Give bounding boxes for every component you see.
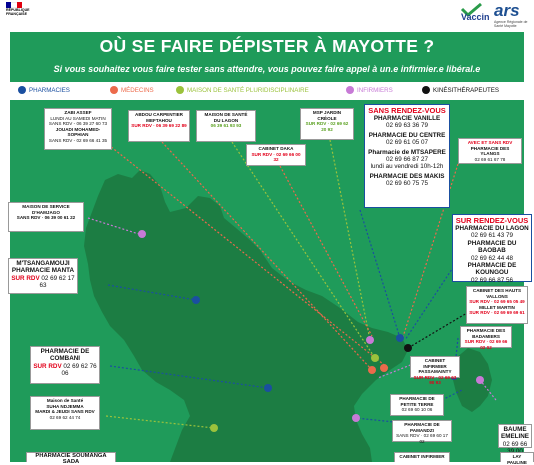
box-line: SANS RDV · 02 69 60 17 02 <box>396 433 448 444</box>
pharmacy-phone: 02 69 61 05 07 <box>385 139 429 147</box>
kine-marker <box>404 344 412 352</box>
info-box-sans-rdv <box>364 104 450 208</box>
box-line: SUR RDV · 02 69 66 00 32 <box>251 151 301 163</box>
nurse-dot-icon <box>346 86 354 94</box>
box-line: SUR RDV <box>11 274 40 282</box>
pharmacy-name: PHARMACIE DE KOUNGOU <box>467 262 517 277</box>
info-box-pamandzi <box>392 420 452 442</box>
box-line: DU LAGON <box>213 117 239 123</box>
info-box-combani <box>30 346 100 384</box>
info-box-ylangs <box>458 138 522 164</box>
box-line: PETITE TERRE <box>400 401 434 407</box>
pharmacy-name: PHARMACIE DES MAKIS <box>369 172 445 180</box>
pharmacy-phone: 02 69 62 44 48 <box>470 254 514 262</box>
pharmacy-marker <box>192 296 200 304</box>
legend-item-msp <box>176 86 309 94</box>
legend-label: MAISON DE SANTÉ PLURIDISCIPLINAIRE <box>187 86 309 94</box>
box-line: ZABI ASSEF <box>64 110 92 115</box>
msp-marker <box>371 354 379 362</box>
info-box-soumanga <box>26 452 116 465</box>
box-line: 02 69 62 17 63 <box>39 274 75 290</box>
box-line: SANS RDV · 06 39 00 61 22 <box>16 215 76 221</box>
box-line: AVEC ET SANS RDV <box>467 140 513 145</box>
box-line: MAISON DE SERVICE <box>22 204 70 209</box>
government-logo-text: RÉPUBLIQUE FRANÇAISE <box>6 8 30 16</box>
box-line: PHARMACIE DES YLANGS <box>470 145 510 157</box>
info-box-hauts-vallons <box>466 286 528 324</box>
info-box-sur-rdv <box>452 214 532 282</box>
box-line: 02 69 61 67 78 <box>474 156 506 162</box>
nurse-marker <box>138 230 146 238</box>
box-line: 02 69 66 <box>502 440 528 448</box>
pharmacy-dot-icon <box>18 86 26 94</box>
legend-item-kine <box>422 86 499 94</box>
doctor-marker <box>368 366 376 374</box>
nurse-marker <box>476 376 484 384</box>
header-bar <box>0 0 534 30</box>
box-line: MEFTAHOU <box>146 117 172 123</box>
box-line: BADAMIERS <box>472 333 500 339</box>
box-line: SANS RDV - 02 69 66 41 35 <box>48 137 108 143</box>
info-box-abdou <box>128 110 190 142</box>
box-line: D'HAMJAGO <box>32 209 60 215</box>
pharmacy-phone: 02 69 60 75 75 <box>385 180 429 188</box>
page-title: OÙ SE FAIRE DÉPISTER À MAYOTTE ? <box>99 36 435 56</box>
box-line: LAY PAULINE <box>507 454 527 465</box>
pharmacy-hours: lundi au vendredi 10h-12h <box>370 163 444 171</box>
info-box-msante-lagon <box>196 110 256 142</box>
msp-dot-icon <box>176 86 184 94</box>
box-line: SUR RDV · 02 69 65 05 49 <box>469 299 525 305</box>
box-line: CRÉOLE <box>317 115 337 121</box>
pharmacy-name: PHARMACIE DU CENTRE <box>368 131 446 139</box>
box-line: EMELINE <box>501 433 529 441</box>
box-line: MSP JARDIN <box>312 110 342 115</box>
box-line: CABINET INFIRMIER <box>423 358 447 369</box>
box-line: COMBANI <box>49 355 81 363</box>
vaccin-logo-text: Vaccin <box>461 12 490 22</box>
pharmacy-marker <box>396 334 404 342</box>
pharmacy-name: PHARMACIE DU BAOBAB <box>467 239 517 255</box>
legend-item-pharmacies <box>18 86 70 94</box>
box-line: SUR RDV · 06 39 69 22 89 <box>131 123 187 129</box>
legend-item-medecins <box>110 86 154 94</box>
info-box-zabi <box>44 108 112 150</box>
box-line: PAMANDZI <box>410 427 434 433</box>
box-line: 02 69 62 44 74 <box>49 414 81 420</box>
box-line: PHARMACIE MANTA <box>11 267 75 275</box>
box-line: SUR RDV · 02 69 66 02 02 <box>464 339 508 350</box>
box-line: CABINET DES HAUTS <box>472 288 522 293</box>
pharmacy-phone: 02 69 61 43 79 <box>470 232 514 240</box>
box-line: SUR RDV · 02 69 69 69 61 <box>469 310 525 316</box>
pharmacy-phone: 02 69 63 36 79 <box>385 122 429 130</box>
box-line: VALLONS <box>486 293 508 299</box>
pharmacy-name: Pharmacie de MTSAPERE <box>368 148 446 156</box>
box-line: SUR RDV · 02 69 63 90 93 <box>413 374 457 386</box>
info-box-petite-terre <box>390 394 444 416</box>
box-line: PHARMACIE DE <box>40 348 90 355</box>
pharmacy-name: PHARMACIE VANILLE <box>373 115 441 122</box>
pharmacy-marker <box>264 384 272 392</box>
info-box-badamiers <box>460 326 512 348</box>
box-line: LUNDI AU SAMEDI MATIN <box>50 115 106 121</box>
info-box-dakar <box>246 144 306 166</box>
box-line: ABDOU CARPENTIER <box>135 112 183 117</box>
info-box-cabinet-infirmier <box>394 452 450 462</box>
box-line: PHARMACIE SOUMANGA SADA <box>35 453 107 465</box>
box-line: 02 69 60 10 06 <box>401 407 433 413</box>
info-box-msp-creole <box>300 108 354 140</box>
doctor-marker <box>380 364 388 372</box>
pharmacy-phone: 02 69 66 87 27 <box>385 156 429 164</box>
box-heading: SANS RENDEZ-VOUS <box>368 106 446 115</box>
box-heading: SUR RENDEZ-VOUS <box>455 216 529 225</box>
vaccin-logo <box>459 3 489 25</box>
box-line: 02 69 62 76 06 <box>61 362 97 378</box>
box-line: SANS RDV - 06 39 27 60 73 <box>48 121 108 127</box>
ars-logo-text: ars <box>494 1 520 20</box>
box-line: SUR RDV <box>33 362 62 370</box>
legend-item-infirmiers <box>346 86 393 94</box>
info-box-manta <box>8 258 78 294</box>
ars-logo-subtext: Agence Régionale de Santé Mayotte <box>494 20 528 28</box>
pharmacy-name: PHARMACIE DU LAGON <box>455 225 529 232</box>
legend-label: MÉDECINS <box>121 86 154 94</box>
legend-label: INFIRMIERS <box>357 86 393 94</box>
box-line: Maison de Santé <box>46 398 84 403</box>
msp-marker <box>210 424 218 432</box>
legend-label: PHARMACIES <box>29 86 70 94</box>
box-line: SUHA NDJEMMA <box>46 403 84 409</box>
box-line: PASSAMAINTY <box>418 369 452 375</box>
box-line: MAISON DE SANTÉ <box>204 112 248 117</box>
box-line: M'TSANGAMOUJI <box>16 260 70 267</box>
box-line: PHARMACIE DE <box>404 422 440 427</box>
government-logo <box>6 2 40 26</box>
box-line: 06 39 61 93 93 <box>210 123 242 129</box>
info-box-baume <box>498 424 532 448</box>
info-box-maison-service <box>8 202 84 232</box>
box-line: BAUME <box>503 426 527 433</box>
info-box-suha <box>30 396 100 430</box>
box-line: JOUADI MOHAMED-SOPHIAN <box>55 126 101 138</box>
box-line: CABINET DAKA <box>258 146 294 151</box>
legend-label: KINÉSITHÉRAPEUTES <box>433 86 500 94</box>
legend <box>10 82 524 100</box>
box-line: CABINET INFIRMIER <box>399 454 445 459</box>
box-line: PHARMACIE DES <box>466 328 506 333</box>
box-line: SUR RDV · 02 69 62 20 92 <box>305 121 349 132</box>
box-line: MARDI & JEUDI SANS RDV <box>35 409 95 415</box>
page-subtitle: Si vous souhaitez vous faire tester sans attendre, vous pouvez faire appel à un.e infirmier.e libéral.e <box>53 64 481 74</box>
pharmacy-phone: 02 69 66 87 56 <box>470 276 514 284</box>
nurse-marker <box>366 336 374 344</box>
kine-dot-icon <box>422 86 430 94</box>
ars-logo <box>494 2 530 28</box>
info-box-infirmier-passamainty <box>410 356 460 386</box>
box-line: PHARMACIE DE <box>399 396 435 401</box>
nurse-marker <box>352 414 360 422</box>
doctor-dot-icon <box>110 86 118 94</box>
box-line: MILLET MARTIN <box>479 304 515 310</box>
info-box-lay-pauline <box>500 452 534 465</box>
